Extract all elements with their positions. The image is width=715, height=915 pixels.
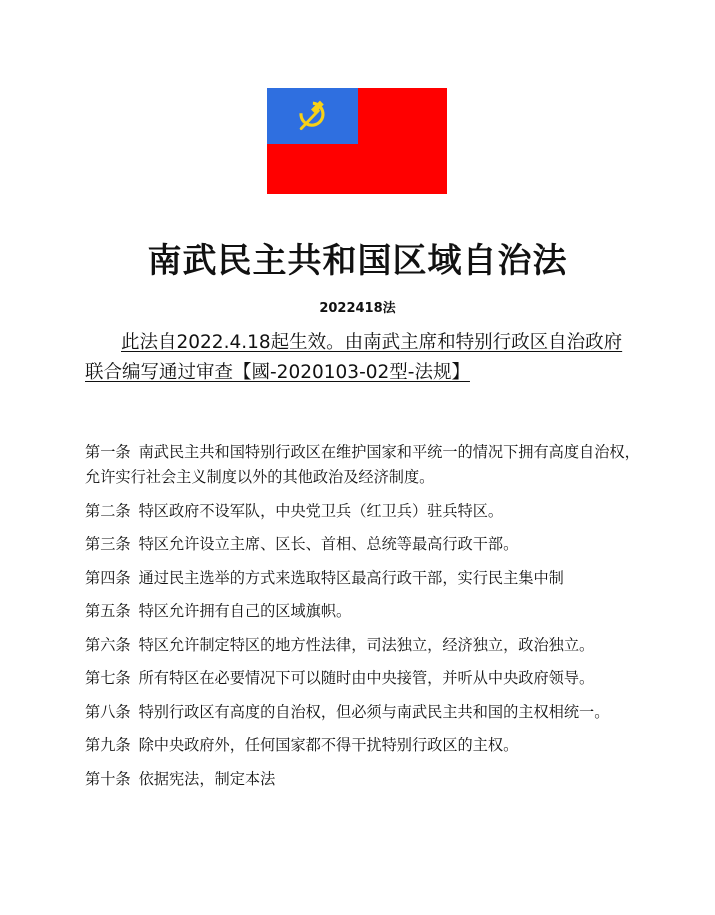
- article-text: 特区允许拥有自己的区域旗帜。: [138, 602, 352, 620]
- article-text: 特区允许制定特区的地方性法律，司法独立，经济独立，政治独立。: [138, 635, 595, 654]
- article-1: [85, 440, 640, 490]
- article-text: 特别行政区有高度的自治权，但必须与南武民主共和国的主权相统一。: [138, 702, 610, 721]
- article-text: 特区允许设立主席、区长、首相、总统等最高行政干部。: [138, 535, 519, 553]
- article-number: 第四条: [85, 568, 131, 587]
- preamble: 此法自2022.4.18起生效。由南武主席和特别行政区自治政府联合编写通过审查【國-2020103-02型-法规】: [85, 332, 623, 383]
- article-text: 南武民主共和国特别行政区在维护国家和平统一的情况下拥有高度自治权，允许实行社会主义制度以外的其他政治及经济制度。: [85, 443, 640, 486]
- article-number: 第二条: [85, 501, 131, 520]
- article-number: 第七条: [85, 669, 131, 687]
- article-text: 通过民主选举的方式来选取特区最高行政干部，实行民主集中制: [138, 568, 564, 587]
- article-3: [85, 532, 640, 557]
- article-number: 第十条: [85, 769, 131, 788]
- article-list: [85, 440, 640, 800]
- article-text: 除中央政府外，任何国家都不得干扰特别行政区的主权。: [138, 736, 519, 754]
- article-text: 所有特区在必要情况下可以随时由中央接管，并听从中央政府领导。: [138, 669, 595, 687]
- document-code: 2022418法: [319, 301, 396, 316]
- article-2: [85, 499, 640, 524]
- hammer-and-sickle-icon: [294, 98, 330, 134]
- article-number: 第五条: [85, 602, 131, 620]
- article-6: [85, 633, 640, 658]
- article-number: 第一条: [85, 443, 131, 461]
- article-10: [85, 767, 640, 792]
- article-8: [85, 700, 640, 725]
- document-title: 南武民主共和国区域自治法: [147, 241, 568, 281]
- article-number: 第六条: [85, 635, 131, 654]
- article-number: 第三条: [85, 535, 131, 553]
- article-text: 依据宪法，制定本法: [138, 769, 276, 788]
- article-4: [85, 566, 640, 591]
- article-number: 第九条: [85, 736, 131, 754]
- flag-canton: [267, 88, 358, 144]
- article-7: [85, 666, 640, 691]
- article-5: [85, 599, 640, 624]
- article-text: 特区政府不设军队，中央党卫兵（红卫兵）驻兵特区。: [138, 501, 504, 520]
- flag: [267, 88, 447, 194]
- article-9: [85, 733, 640, 758]
- article-number: 第八条: [85, 702, 131, 721]
